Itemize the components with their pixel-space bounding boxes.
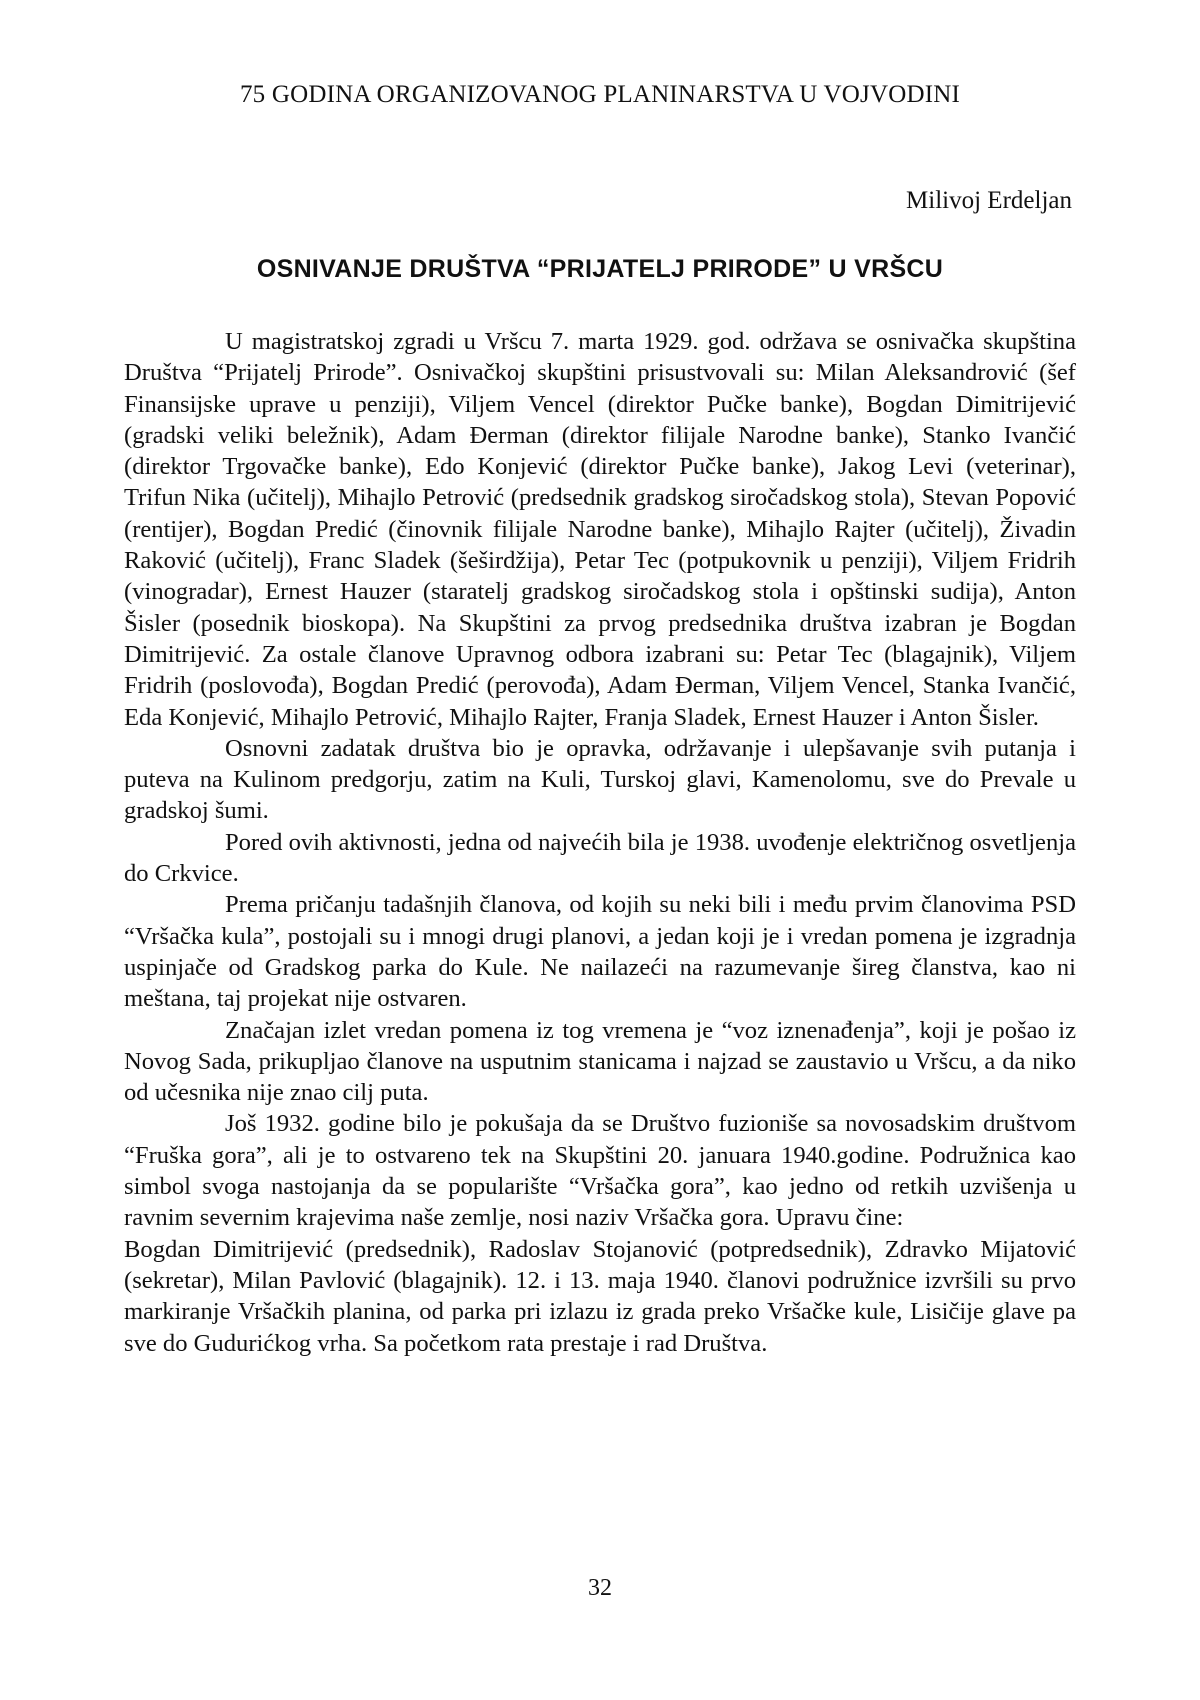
paragraph-funicular-plan: Prema pričanju tadašnjih članova, od kojih su neki bili i među prvim članovima PSD “Vršačka kula”, postojali su i mnogi drugi planovi, a jedan koji je i vredan pomena je izgradnja uspinjače od Gradskog parka do Kule. Ne nailazeći na razumevanje šireg članstva, kao ni meštana, taj projekat nije ostvaren.: [124, 891, 1076, 1013]
paragraph-main-task: Osnovni zadatak društva bio je opravka, održavanje i ulepšavanje svih putanja i puteva na Kulinom predgorju, zatim na Kuli, Turskoj glavi, Kamenolomu, sve do Prevale u gradskoj šumi.: [124, 734, 1076, 825]
paragraph-electric-lighting: Pored ovih aktivnosti, jedna od najvećih bila je 1938. uvođenje električnog osvetljenja do Crkvice.: [124, 828, 1076, 888]
paragraph-surprise-train: Značajan izlet vredan pomena iz tog vremena je “voz iznenađenja”, koji je pošao iz Novog Sada, prikupljao članove na usputnim stanicama i najzad se zaustavio u Vršcu, a da niko od učesnika nije znao cilj puta.: [124, 1016, 1076, 1107]
paragraph-management: Bogdan Dimitrijević (predsednik), Radoslav Stojanović (potpredsednik), Zdravko Mijatović (sekretar), Milan Pavlović (blagajnik). 12. i 13. maja 1940. članovi podružnice izvršili su prvo markiranje Vršačkih planina, od parka pri izlazu iz grada preko Vršačke kule, Lisičije glave pa sve do Gudurićkog vrha. Sa početkom rata prestaje i rad Društva.: [124, 1235, 1076, 1357]
paragraph-founding-assembly: U magistratskoj zgradi u Vršcu 7. marta 1929. god. održava se osnivačka skupština Društva “Prijatelj Prirode”. Osnivačkoj skupštini prisustvovali su: Milan Aleksandrović (šef Finansijske uprave u penziji), Viljem Vencel (direktor Pučke banke), Bogdan Dimitrijević (gradski veliki beležnik), Adam Đerman (direktor filijale Narodne banke), Stanko Ivančić (direktor Trgovačke banke), Edo Konjević (direktor Pučke banke), Jakog Levi (veterinar), Trifun Nika (učitelj), Mihajlo Petrović (predsednik gradskog siročadskog stola), Stevan Popović (rentijer), Bogdan Predić (činovnik filijale Narodne banke), Mihajlo Rajter (učitelj), Živadin Raković (učitelj), Franc Sladek (šeširdžija), Petar Tec (potpukovnik u penziji), Viljem Fridrih (vinogradar), Ernest Hauzer (staratelj gradskog siročadskog stola i opštinski sudija), Anton Šisler (posednik bioskopa). Na Skupštini za prvog predsednika društva izabran je Bogdan Dimitrijević. Za ostale članove Upravnog odbora izabrani su: Petar Tec (blagajnik), Viljem Fridrih (poslovođa), Bogdan Predić (perovođa), Adam Đerman, Viljem Vencel, Stanka Ivančić, Eda Konjević, Mihajlo Petrović, Mihajlo Rajter, Franja Sladek, Ernest Hauzer i Anton Šisler.: [124, 328, 1076, 731]
paragraph-fusion: Još 1932. godine bilo je pokušaja da se Društvo fuzioniše sa novosadskim društvom “Fruška gora”, ali je to ostvareno tek na Skupštini 20. januara 1940.godine. Podružnica kao simbol svoga nastojanja da se popularište “Vršačka gora”, kao jedno od retkih uzvišenja u ravnim severnim krajevima naše zemlje, nosi naziv Vršačka gora. Upravu čine:: [124, 1110, 1076, 1232]
article-title: OSNIVANJE DRUŠTVA “PRIJATELJ PRIRODE” U VRŠCU: [256, 255, 944, 283]
article-body: [124, 326, 1076, 1359]
article-author: Milivoj Erdeljan: [906, 187, 1072, 214]
running-header: 75 GODINA ORGANIZOVANOG PLANINARSTVA U VOJVODINI: [239, 81, 961, 108]
page-number: 32: [588, 1575, 612, 1601]
